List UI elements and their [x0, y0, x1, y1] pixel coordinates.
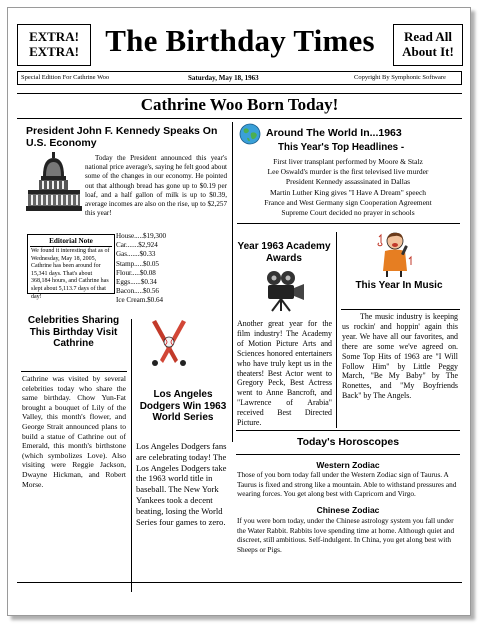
world-heading: Around The World In...1963	[266, 127, 402, 139]
baseball-bats-icon	[148, 320, 190, 366]
info-bar-date: Saturday, May 18, 1963	[188, 74, 259, 82]
editorial-note-body: We found it interesting that as of Wednesday, May 18, 2005, Cathrine has been around for 15,341 days. That's about 368,184 hours, and Cathrine has slept about 5,113.7 days of that day!	[31, 248, 110, 300]
price-item: House.....$19,300	[116, 232, 167, 240]
music-heading: This Year In Music	[355, 280, 443, 291]
extra-extra-box	[17, 24, 91, 66]
column-divider-left	[131, 319, 132, 592]
footer-rule	[17, 582, 462, 583]
price-item: Bacon.....$0.56	[116, 287, 159, 296]
academy-heading: Year 1963 Academy Awards	[237, 241, 331, 264]
headline-rule-bottom	[17, 118, 462, 119]
extra-extra-text: EXTRA! EXTRA!	[29, 29, 79, 59]
info-bar	[17, 71, 462, 85]
film-camera-icon	[262, 270, 306, 312]
celebrities-rule	[21, 371, 127, 372]
music-rule	[341, 309, 460, 310]
headline-rule-top	[17, 93, 462, 94]
world-headline-item: France and West Germany sign Cooperation Agreement	[264, 197, 432, 207]
price-item: Eggs......$0.34	[116, 278, 157, 287]
info-bar-dedication: Special Edition For Cathrine Woo	[21, 74, 110, 81]
price-item: Gas.......$0.33	[116, 250, 156, 259]
world-subheading: This Year's Top Headlines -	[278, 142, 405, 153]
price-item: Flour.....$0.08	[116, 268, 156, 277]
dodgers-heading: Los Angeles Dodgers Win 1963 World Series	[139, 389, 227, 423]
column-divider-right	[336, 232, 337, 428]
world-headline-item: Martin Luther King gives "I Have A Dream" speech	[269, 187, 427, 197]
price-item: Stamp.....$0.05	[116, 259, 159, 268]
globe-icon	[239, 123, 261, 145]
horoscopes-rule-bottom	[236, 454, 460, 455]
read-all-about-it-text: Read All About It!	[402, 29, 454, 59]
world-headline-item: First liver transplant performed by Moore & Stalz	[273, 157, 423, 166]
editorial-note-title: Editorial Note	[49, 237, 93, 245]
world-headline-item: Supreme Court decided no prayer in schools	[281, 208, 415, 218]
read-all-about-it-box	[393, 24, 463, 66]
world-headline-item: Lee Oswald's murder is the first televised live murder	[267, 167, 429, 177]
horoscopes-rule-top	[236, 430, 460, 431]
western-zodiac-body: Those of you born today fall under the Western Zodiac sign of Taurus. A Taurus is fixed and strong like a mountain. Able to withstand pressures and wearing forces. You get along best with Capricorn and Virgo.	[237, 470, 457, 499]
newspaper-page	[7, 7, 471, 616]
column-divider-top	[232, 122, 233, 442]
academy-article: Another great year for the film industry! The Academy of Motion Picture Arts and Sciences honored entertainers who have truly kept us in the theaters! Best Actor went to Gregory Peck, Best Actress went to Anne Bancroft, and "Lawrence of Arabia" received Best Directed Picture.	[237, 319, 332, 428]
music-article: The music industry is keeping us rockin' and hoppin' again this year. We have all our favorites, and there are some we've agreed on. Some Top Hits of 1963 are "I Will Follow Him" by Little Peggy March, "Be My Baby" by The Ronettes, and "My Boyfriends Back" by The Angels.	[342, 312, 458, 401]
world-rule	[237, 223, 460, 224]
world-headline-item: President Kennedy assassinated in Dallas	[285, 177, 411, 187]
price-item: Ice Cream.$0.64	[116, 296, 164, 305]
main-headline: Cathrine Woo Born Today!	[140, 95, 339, 114]
editorial-note-box	[27, 234, 115, 300]
price-item: Car.......$2,924	[116, 241, 158, 250]
world-headlines-list	[237, 157, 459, 218]
horoscopes-heading: Today's Horoscopes	[296, 436, 400, 448]
celebrities-heading: Celebrities Sharing This Birthday Visit Cathrine	[27, 315, 120, 349]
chinese-zodiac-body: If you were born today, under the Chinese astrology system you fall under the Water Rabbit. Rabbits love spending time at home. Although quiet and discreet, still ambitious. Self-indulgent. In China, you get along best with Sheeps or Pigs.	[237, 516, 455, 554]
newspaper-title: The Birthday Times	[105, 23, 375, 58]
prices-list	[116, 232, 191, 306]
info-bar-copyright: Copyright By Symphonic Software	[354, 74, 446, 81]
celebrities-article: Cathrine was visited by several celebrities today who share the same birthday. Chow Yun-Fat brought a bouquet of Lily of the Valley, this month's flower, and George Strait announced plans to build a statue of Cathrine out of Emerald, this month's birthstone (which symbolizes Love). Also visiting were Reggie Jackson, Dwayne Hickman, and Robert Morse.	[22, 374, 126, 489]
capitol-building-icon	[26, 150, 82, 214]
dodgers-article: Los Angeles Dodgers fans are celebrating today! The Los Angeles Dodgers take the 1963 world title in baseball. The New York Yankees took a decent beating, losing the World Series four games to zero.	[136, 441, 227, 527]
president-heading: President John F. Kennedy Speaks On U.S. Economy	[26, 125, 218, 149]
chinese-zodiac-title: Chinese Zodiac	[316, 505, 380, 515]
singer-icon	[375, 231, 413, 277]
western-zodiac-title: Western Zodiac	[316, 460, 380, 470]
president-article: Today the President announced this year's national price average's, saying he felt good about some of the changes in our economy. He pointed out that although bread has gone up to $0.19 per loaf, and a half gallon of milk is up to $0.39, average incomes are also on the rise, up to $2,257 this year!	[85, 154, 227, 218]
